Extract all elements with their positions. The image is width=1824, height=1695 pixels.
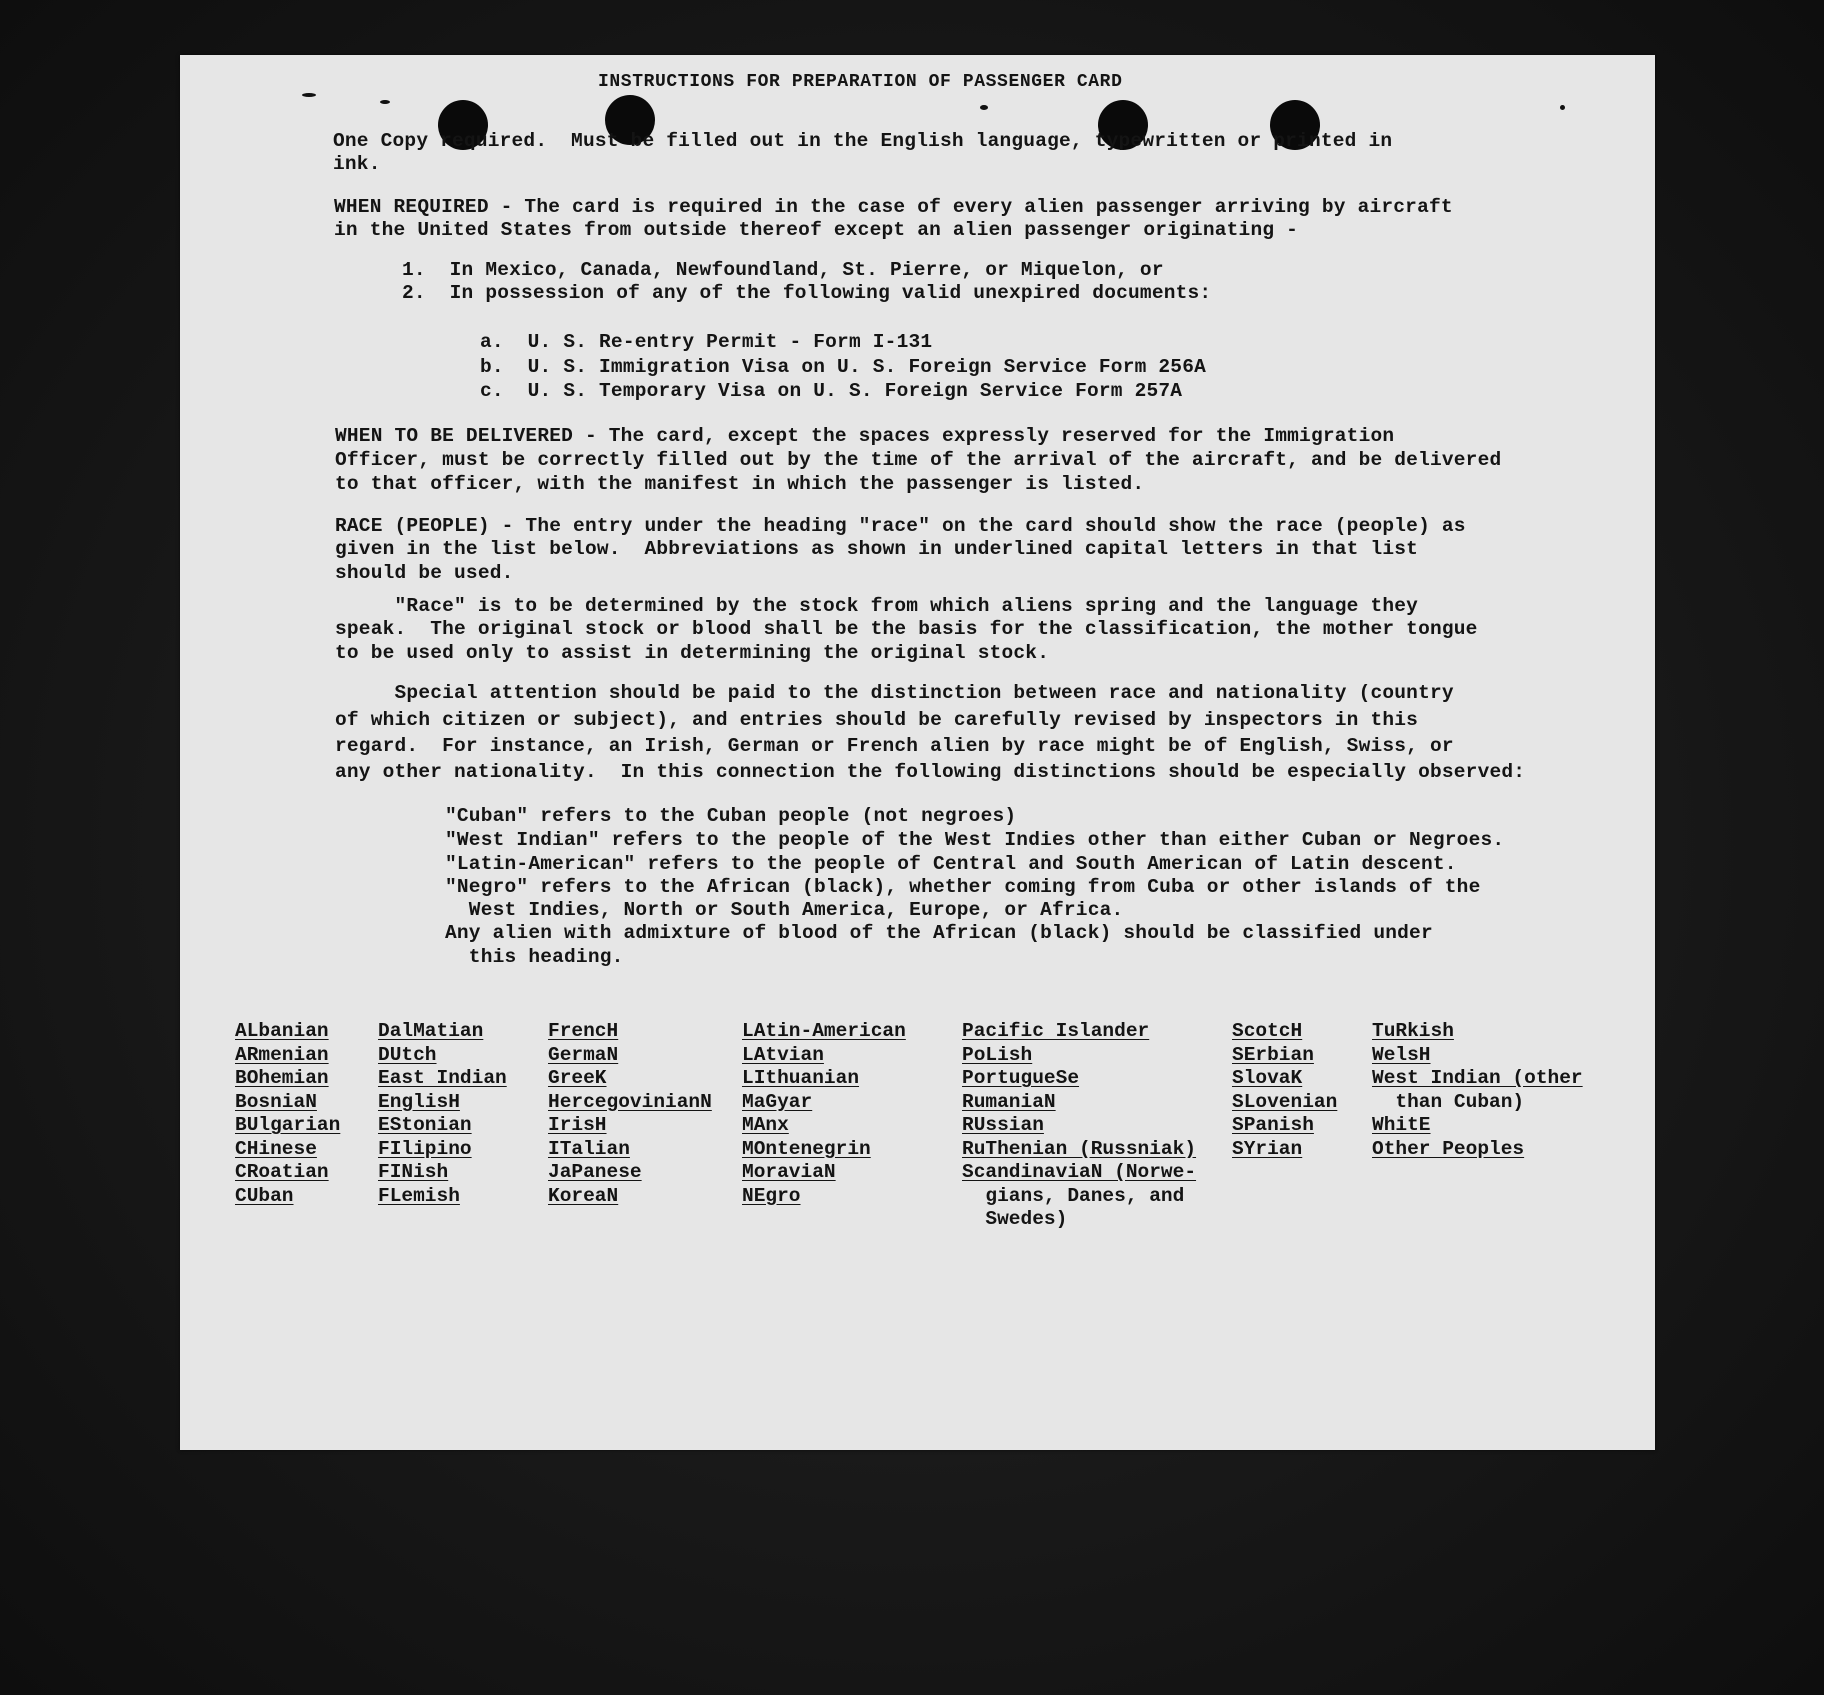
race-item: RuThenian (Russniak) (962, 1137, 1197, 1160)
race-item: FLemish (378, 1184, 460, 1207)
race-people-line: RACE (PEOPLE) - The entry under the heading "race" on the card should show the race (people) as (335, 515, 1466, 537)
distinction-line: "West Indian" refers to the people of the West Indies other than either Cuban or Negroes. (445, 829, 1505, 851)
race-column-4 (742, 1020, 906, 1208)
race-column-6 (1232, 1020, 1337, 1161)
race-item: GreeK (548, 1067, 607, 1089)
race-item: HercegovinianN (548, 1090, 712, 1113)
race-item: IrisH (548, 1114, 607, 1136)
race-item: West Indian (other (1372, 1067, 1583, 1089)
page-title: INSTRUCTIONS FOR PREPARATION OF PASSENGER CARD (598, 72, 1123, 92)
race-item: ITalian (548, 1137, 630, 1160)
race-item: CRoatian (235, 1161, 329, 1183)
race-column-2 (378, 1020, 507, 1208)
distinction-line: "Latin-American" refers to the people of Central and South American of Latin descent. (445, 853, 1457, 875)
race-item: FINish (378, 1161, 449, 1183)
distinction-line: Any alien with admixture of blood of the African (black) should be classified under (445, 922, 1433, 944)
race-item: PoLish (962, 1043, 1033, 1066)
origin-item: 2. In possession of any of the following valid unexpired documents: (402, 282, 1212, 304)
special-attention-line: any other nationality. In this connection the following distinctions should be especially observed: (335, 761, 1526, 783)
race-item: GermaN (548, 1043, 619, 1066)
race-item: LAtin-American (742, 1020, 906, 1042)
race-defined-line: to be used only to assist in determining the original stock. (335, 642, 1050, 664)
intro-line: One Copy required. Must be filled out in the English language, typewritten or printed in (333, 130, 1393, 152)
race-item: LAtvian (742, 1043, 824, 1066)
race-item: East Indian (378, 1067, 507, 1089)
document-item: c. U. S. Temporary Visa on U. S. Foreign Service Form 257A (480, 380, 1183, 402)
scan-speck (1560, 105, 1565, 110)
race-item: SErbian (1232, 1043, 1314, 1066)
race-item: SLovenian (1232, 1090, 1338, 1113)
scan-speck (302, 93, 316, 97)
race-item: LIthuanian (742, 1067, 860, 1089)
race-item: FrencH (548, 1020, 619, 1042)
race-people-line: should be used. (335, 562, 514, 584)
race-item: PortugueSe (962, 1067, 1080, 1089)
race-item: KoreaN (548, 1184, 619, 1207)
special-attention-line: Special attention should be paid to the distinction between race and nationality (country (335, 682, 1454, 704)
race-item: ARmenian (235, 1043, 329, 1066)
race-item: ScotcH (1232, 1020, 1303, 1042)
race-item: BOhemian (235, 1067, 329, 1089)
race-item: TuRkish (1372, 1020, 1454, 1042)
race-item: DUtch (378, 1043, 437, 1066)
origin-item: 1. In Mexico, Canada, Newfoundland, St. Pierre, or Miquelon, or (402, 259, 1164, 281)
race-item: EStonian (378, 1114, 472, 1136)
race-item: SYrian (1232, 1137, 1303, 1160)
document-item: b. U. S. Immigration Visa on U. S. Foreign Service Form 256A (480, 356, 1207, 378)
race-item: BUlgarian (235, 1114, 341, 1136)
race-item: RUssian (962, 1114, 1044, 1136)
race-item: Pacific Islander (962, 1020, 1150, 1042)
special-attention-line: regard. For instance, an Irish, German or French alien by race might be of English, Swiss, or (335, 735, 1454, 757)
scan-speck (980, 105, 988, 110)
race-column-5 (962, 1020, 1196, 1232)
race-item: BosniaN (235, 1090, 317, 1113)
race-item: than Cuban) (1372, 1090, 1525, 1113)
when-delivered-line: to that officer, with the manifest in which the passenger is listed. (335, 473, 1145, 495)
race-item: SlovaK (1232, 1067, 1303, 1089)
distinction-line: "Cuban" refers to the Cuban people (not negroes) (445, 805, 1017, 827)
scan-speck (380, 100, 390, 104)
document-page (180, 55, 1655, 1450)
intro-line: ink. (333, 153, 381, 175)
race-item: JaPanese (548, 1161, 642, 1183)
race-item: SPanish (1232, 1114, 1314, 1136)
race-item: ScandinaviaN (Norwe- (962, 1161, 1197, 1183)
race-column-1 (235, 1020, 340, 1208)
race-item: CUban (235, 1184, 294, 1207)
race-item: FIlipino (378, 1137, 472, 1160)
race-defined-line: "Race" is to be determined by the stock from which aliens spring and the language they (335, 595, 1419, 617)
race-column-7 (1372, 1020, 1583, 1161)
race-item: MOntenegrin (742, 1137, 871, 1160)
race-people-line: given in the list below. Abbreviations as shown in underlined capital letters in that list (335, 538, 1419, 560)
document-item: a. U. S. Re-entry Permit - Form I-131 (480, 331, 933, 353)
race-item: MaGyar (742, 1090, 813, 1113)
race-item: EnglisH (378, 1090, 460, 1113)
when-delivered-line: Officer, must be correctly filled out by the time of the arrival of the aircraft, and be delivered (335, 449, 1502, 471)
race-item: ALbanian (235, 1020, 329, 1042)
race-defined-line: speak. The original stock or blood shall be the basis for the classification, the mother tongue (335, 618, 1478, 640)
race-item: MoraviaN (742, 1161, 836, 1183)
race-item: gians, Danes, and (962, 1184, 1185, 1207)
race-item: RumaniaN (962, 1090, 1056, 1113)
race-item: WhitE (1372, 1114, 1431, 1136)
race-item: Other Peoples (1372, 1137, 1525, 1160)
race-item: CHinese (235, 1137, 317, 1160)
race-item: WelsH (1372, 1043, 1431, 1066)
special-attention-line: of which citizen or subject), and entries should be carefully revised by inspectors in this (335, 709, 1419, 731)
when-required-line: in the United States from outside thereof except an alien passenger originating - (334, 219, 1299, 241)
race-item: MAnx (742, 1114, 789, 1136)
race-item: DalMatian (378, 1020, 484, 1042)
when-required-line: WHEN REQUIRED - The card is required in the case of every alien passenger arriving by aircraft (334, 196, 1453, 218)
distinction-line: this heading. (445, 946, 624, 968)
race-column-3 (548, 1020, 712, 1208)
distinction-line: "Negro" refers to the African (black), whether coming from Cuba or other islands of the (445, 876, 1481, 898)
race-item: NEgro (742, 1184, 801, 1207)
when-delivered-line: WHEN TO BE DELIVERED - The card, except the spaces expressly reserved for the Immigration (335, 425, 1395, 447)
race-item: Swedes) (962, 1208, 1068, 1230)
distinction-line: West Indies, North or South America, Europe, or Africa. (445, 899, 1124, 921)
